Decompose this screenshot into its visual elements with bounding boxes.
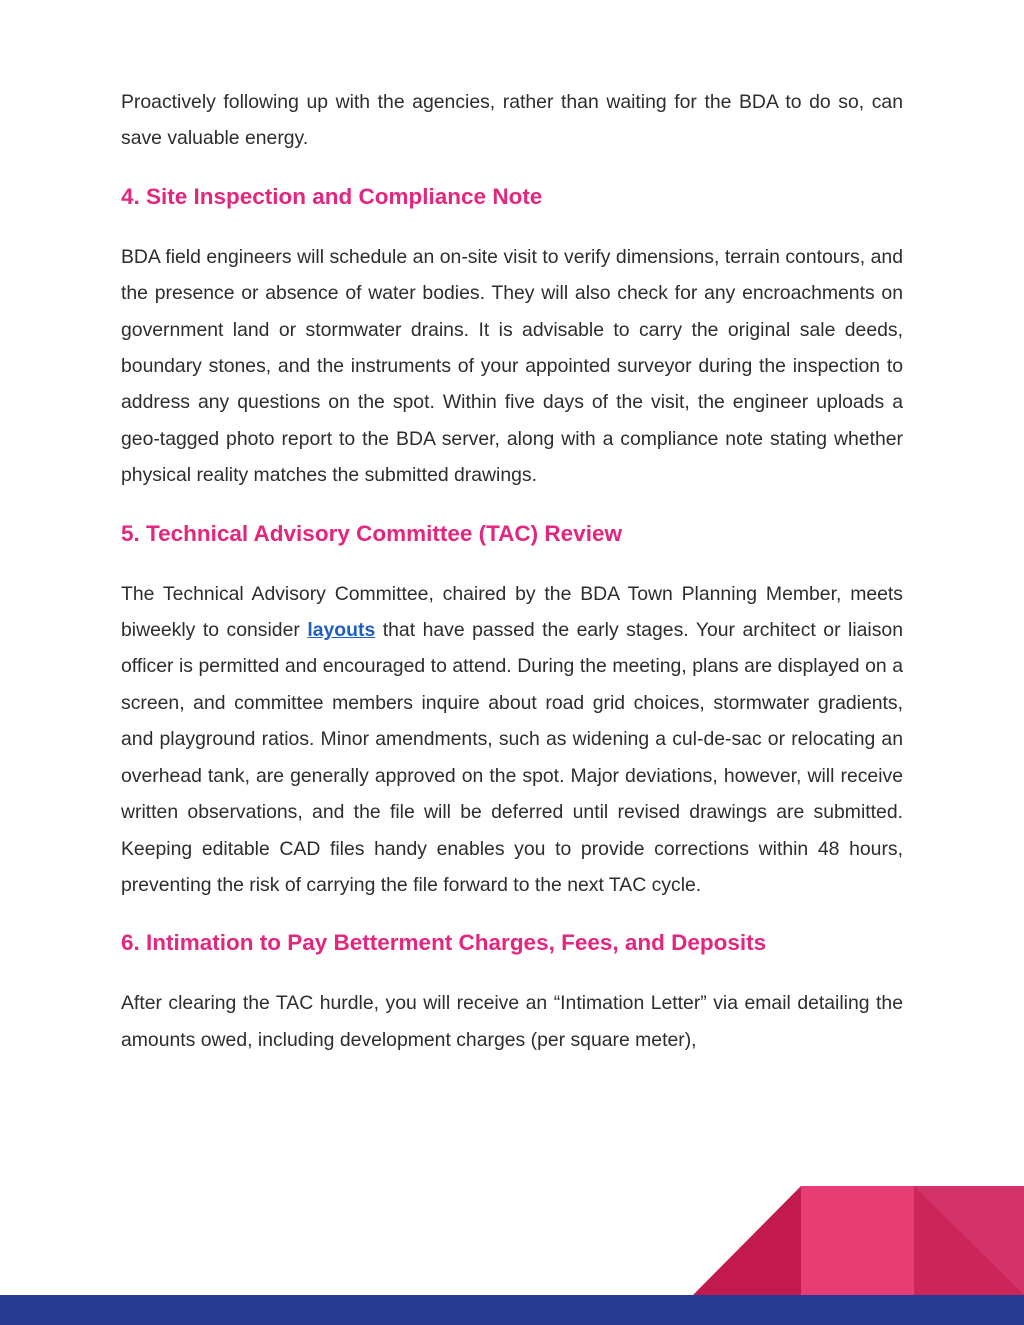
section-6-paragraph: After clearing the TAC hurdle, you will receive an “Intimation Letter” via email detailing the amounts owed, including development charges (per square meter), [121, 992, 903, 1051]
section-5-text-after-link: that have passed the early stages. Your architect or liaison officer is permitted and encouraged to attend. During the meeting, plans are displayed on a screen, and committee members inquire about road grid choices, stormwater gradients, and playground ratios. Minor amendments, such as widening a cul-de-sac or relocating an overhead tank, are generally approved on the spot. Major deviations, however, will receive written observations, and the file will be deferred until revised drawings are submitted. Keeping editable CAD files handy enables you to provide corrections within 48 hours, preventing the risk of carrying the file forward to the next TAC cycle. [121, 619, 903, 896]
footer-bar [0, 1295, 1024, 1325]
deco-pink-block [801, 1186, 914, 1295]
deco-dark-pink-triangle [693, 1186, 801, 1295]
section-5-heading: 5. Technical Advisory Committee (TAC) Review [121, 520, 622, 546]
section-6-heading: 6. Intimation to Pay Betterment Charges, Fees, and Deposits [121, 930, 767, 956]
layouts-link[interactable]: layouts [307, 619, 376, 642]
intro-paragraph: Proactively following up with the agencies, rather than waiting for the BDA to do so, can save valuable energy. [121, 91, 903, 150]
section-4-paragraph: BDA field engineers will schedule an on-site visit to verify dimensions, terrain contours, and the presence or absence of water bodies. They will also check for any encroachments on government land or stormwater drains. It is advisable to carry the original sale deeds, boundary stones, and the instruments of your appointed surveyor during the inspection to address any questions on the spot. Within five days of the visit, the engineer uploads a geo-tagged photo report to the BDA server, along with a compliance note stating whether physical reality matches the submitted drawings. [121, 245, 903, 487]
section-5-text-before-link: The Technical Advisory Committee, chaired by the BDA Town Planning Member, meets biweekly to consider [121, 582, 903, 642]
section-4-heading: 4. Site Inspection and Compliance Note [121, 183, 543, 209]
